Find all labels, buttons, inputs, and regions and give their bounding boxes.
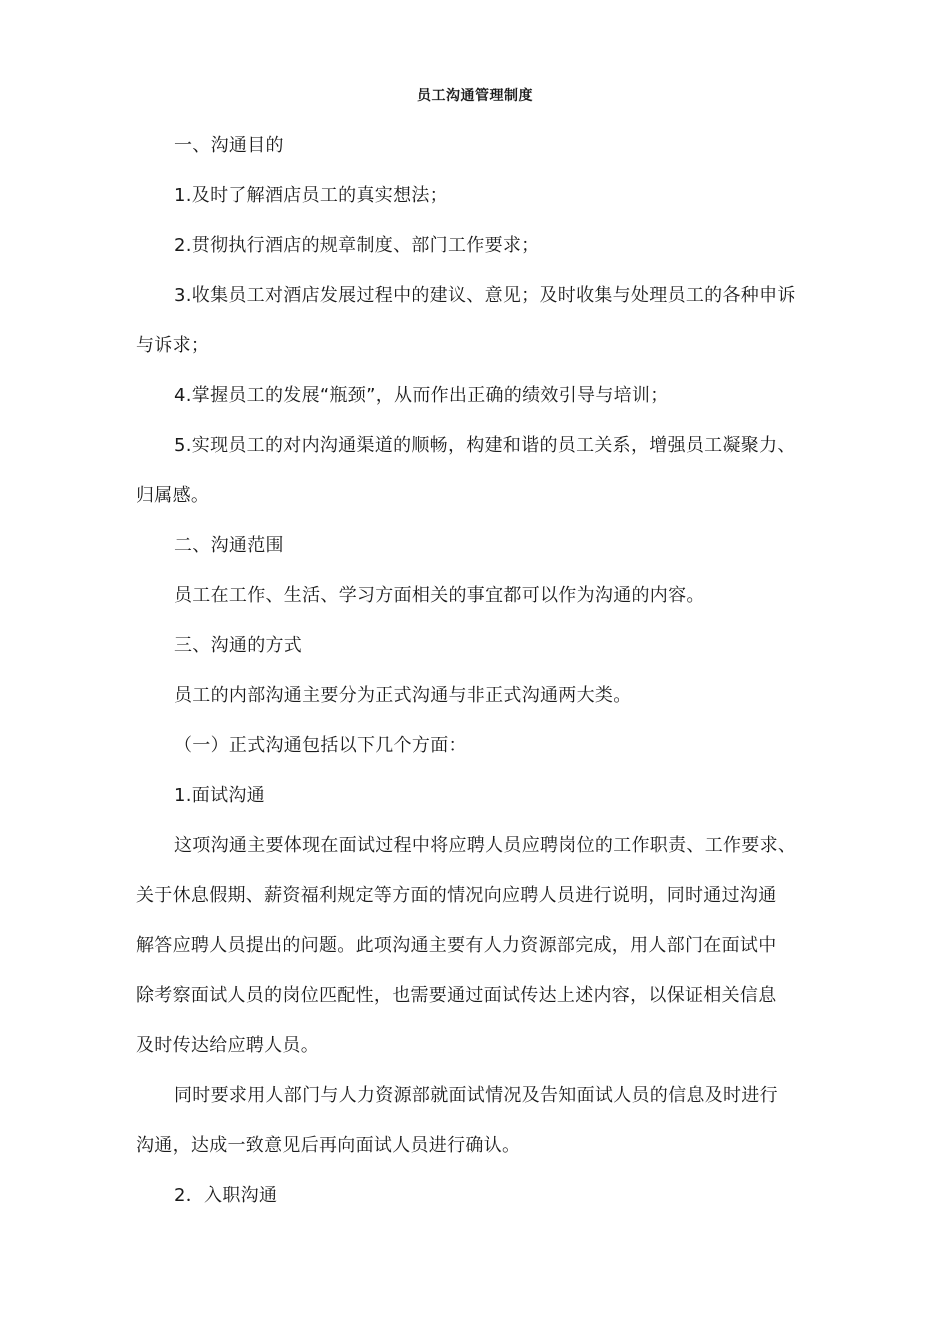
paragraph-line: 员工的内部沟通主要分为正式沟通与非正式沟通两大类。 bbox=[174, 685, 632, 706]
paragraph-line: 这项沟通主要体现在面试过程中将应聘人员应聘岗位的工作职责、工作要求、 bbox=[174, 835, 797, 856]
paragraph-line: 4.掌握员工的发展“瓶颈”，从而作出正确的绩效引导与培训； bbox=[174, 385, 669, 406]
paragraph-line: 5.实现员工的对内沟通渠道的顺畅，构建和谐的员工关系，增强员工凝聚力、 bbox=[174, 435, 796, 456]
section-heading-methods: 三、沟通的方式 bbox=[174, 635, 303, 656]
section-heading-scope: 二、沟通范围 bbox=[174, 535, 284, 556]
item-heading-interview: 1.面试沟通 bbox=[174, 785, 265, 806]
paragraph-line: 归属感。 bbox=[136, 485, 210, 506]
subsection-heading-formal: （一）正式沟通包括以下几个方面： bbox=[174, 735, 467, 756]
paragraph-line: 与诉求； bbox=[136, 335, 210, 356]
paragraph-line: 同时要求用人部门与人力资源部就面试情况及告知面试人员的信息及时进行 bbox=[174, 1085, 778, 1106]
paragraph-line: 2.贯彻执行酒店的规章制度、部门工作要求； bbox=[174, 235, 540, 256]
document-title: 员工沟通管理制度 bbox=[417, 88, 533, 104]
paragraph-line: 关于休息假期、薪资福利规定等方面的情况向应聘人员进行说明，同时通过沟通 bbox=[136, 885, 777, 906]
paragraph-line: 员工在工作、生活、学习方面相关的事宜都可以作为沟通的内容。 bbox=[174, 585, 705, 606]
paragraph-line: 解答应聘人员提出的问题。此项沟通主要有人力资源部完成，用人部门在面试中 bbox=[136, 935, 777, 956]
paragraph-line: 沟通，达成一致意见后再向面试人员进行确认。 bbox=[136, 1135, 521, 1156]
paragraph-line: 及时传达给应聘人员。 bbox=[136, 1035, 319, 1056]
paragraph-line: 3.收集员工对酒店发展过程中的建议、意见；及时收集与处理员工的各种申诉 bbox=[174, 285, 796, 306]
paragraph-line: 1.及时了解酒店员工的真实想法； bbox=[174, 185, 448, 206]
paragraph-line: 除考察面试人员的岗位匹配性，也需要通过面试传达上述内容，以保证相关信息 bbox=[136, 985, 777, 1006]
item-heading-onboarding: 2．入职沟通 bbox=[174, 1185, 278, 1206]
section-heading-purpose: 一、沟通目的 bbox=[174, 135, 284, 156]
